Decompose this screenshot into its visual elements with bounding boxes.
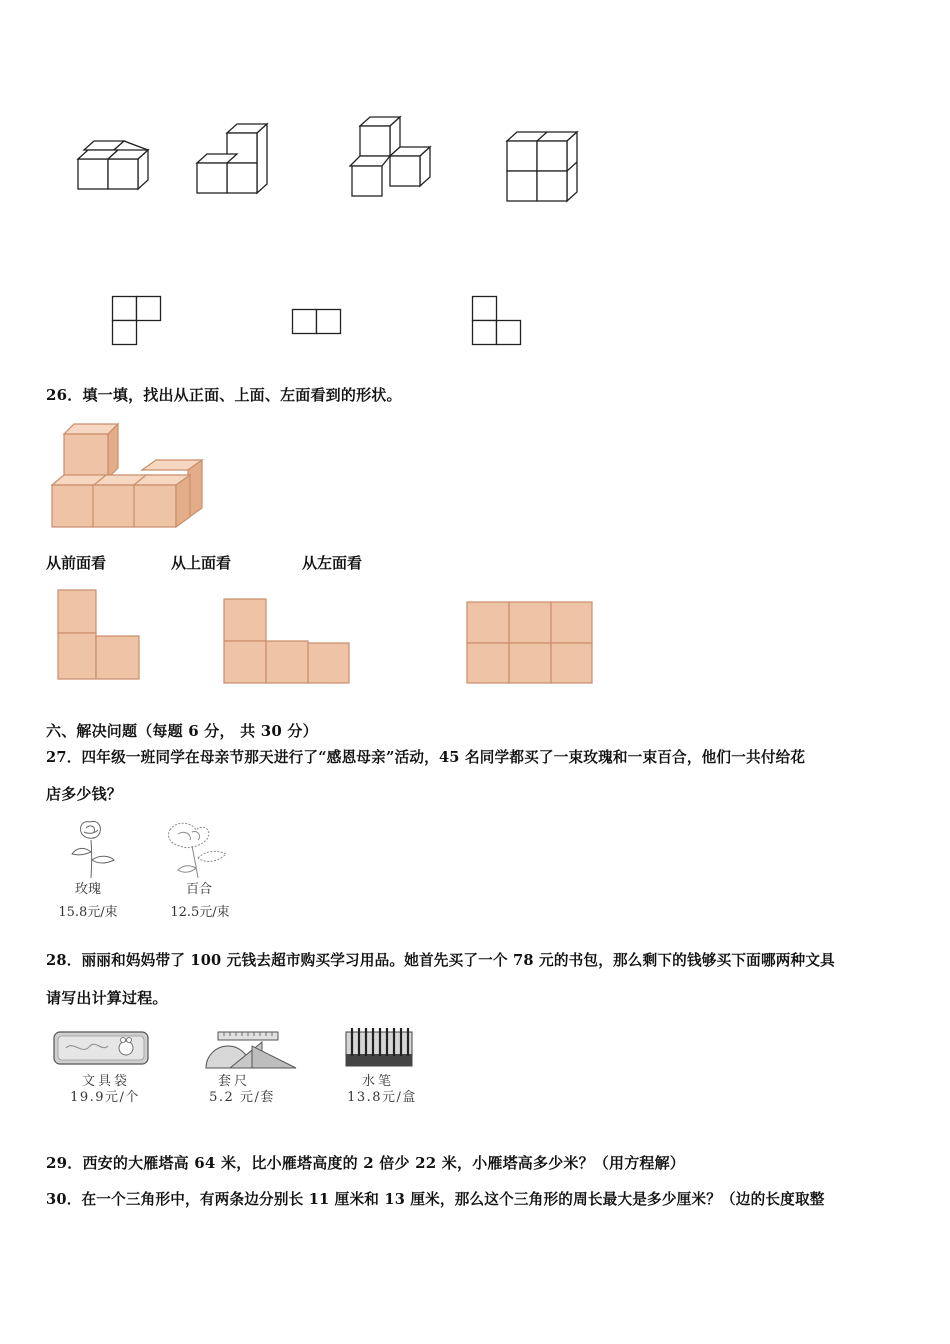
answer-view-3: [466, 600, 598, 688]
lily-name: 百合: [185, 882, 212, 897]
ruler-set-name: 套尺: [217, 1074, 250, 1089]
view-shape-two-squares: [292, 309, 344, 337]
question-29: 29．西安的大雁塔高 64 米，比小雁塔高度的 2 倍少 22 米，小雁塔高多少米？（用方程解）: [46, 1154, 685, 1172]
label-front-view: 从前面看: [46, 554, 107, 572]
pink-cube-solid: [50, 420, 210, 532]
label-left-view: 从左面看: [302, 554, 363, 572]
lily-icon: [162, 820, 232, 884]
rose-icon: [64, 816, 124, 880]
pencil-case-icon: [52, 1028, 152, 1068]
question-27-line2: 店多少钱？: [46, 785, 123, 803]
lily-price: 12.5元/束: [170, 905, 230, 920]
question-26: 26．填一填，找出从正面、上面、左面看到的形状。: [46, 386, 402, 404]
cube-solid-1: [76, 138, 156, 198]
pencil-case-name: 文具袋: [81, 1074, 130, 1089]
cube-solid-4: [505, 130, 585, 210]
rose-name: 玫瑰: [74, 882, 101, 897]
question-27-line1: 27．四年级一班同学在母亲节那天进行了“感恩母亲”活动，45 名同学都买了一束玫瑰和一束百合，他们一共付给花: [46, 749, 806, 766]
answer-view-1: [56, 589, 146, 685]
pen-box-icon: [344, 1026, 414, 1070]
pencil-case-price: 19.9元/个: [70, 1090, 140, 1105]
pen-box-name: 水笔: [361, 1074, 394, 1089]
question-30: 30．在一个三角形中，有两条边分别长 11 厘米和 13 厘米，那么这个三角形的周长最大是多少厘米？（边的长度取整: [46, 1191, 825, 1208]
view-shape-l-bottom: [472, 296, 524, 348]
ruler-set-icon: [202, 1028, 298, 1072]
ruler-set-price: 5.2 元/套: [209, 1090, 275, 1105]
question-28-line1: 28．丽丽和妈妈带了 100 元钱去超市购买学习用品。她首先买了一个 78 元的书包，那么剩下的钱够买下面哪两种文具: [46, 952, 835, 969]
rose-price: 15.8元/束: [58, 905, 118, 920]
cube-solid-2: [197, 122, 277, 202]
question-28-line2: 请写出计算过程。: [46, 989, 168, 1007]
section-6-heading: 六、解决问题（每题 6 分， 共 30 分）: [46, 722, 318, 740]
view-shape-l-top: [112, 296, 164, 348]
answer-view-2: [222, 597, 354, 689]
label-top-view: 从上面看: [171, 554, 232, 572]
cube-solid-3: [350, 114, 440, 204]
pen-box-price: 13.8元/盒: [347, 1090, 417, 1105]
